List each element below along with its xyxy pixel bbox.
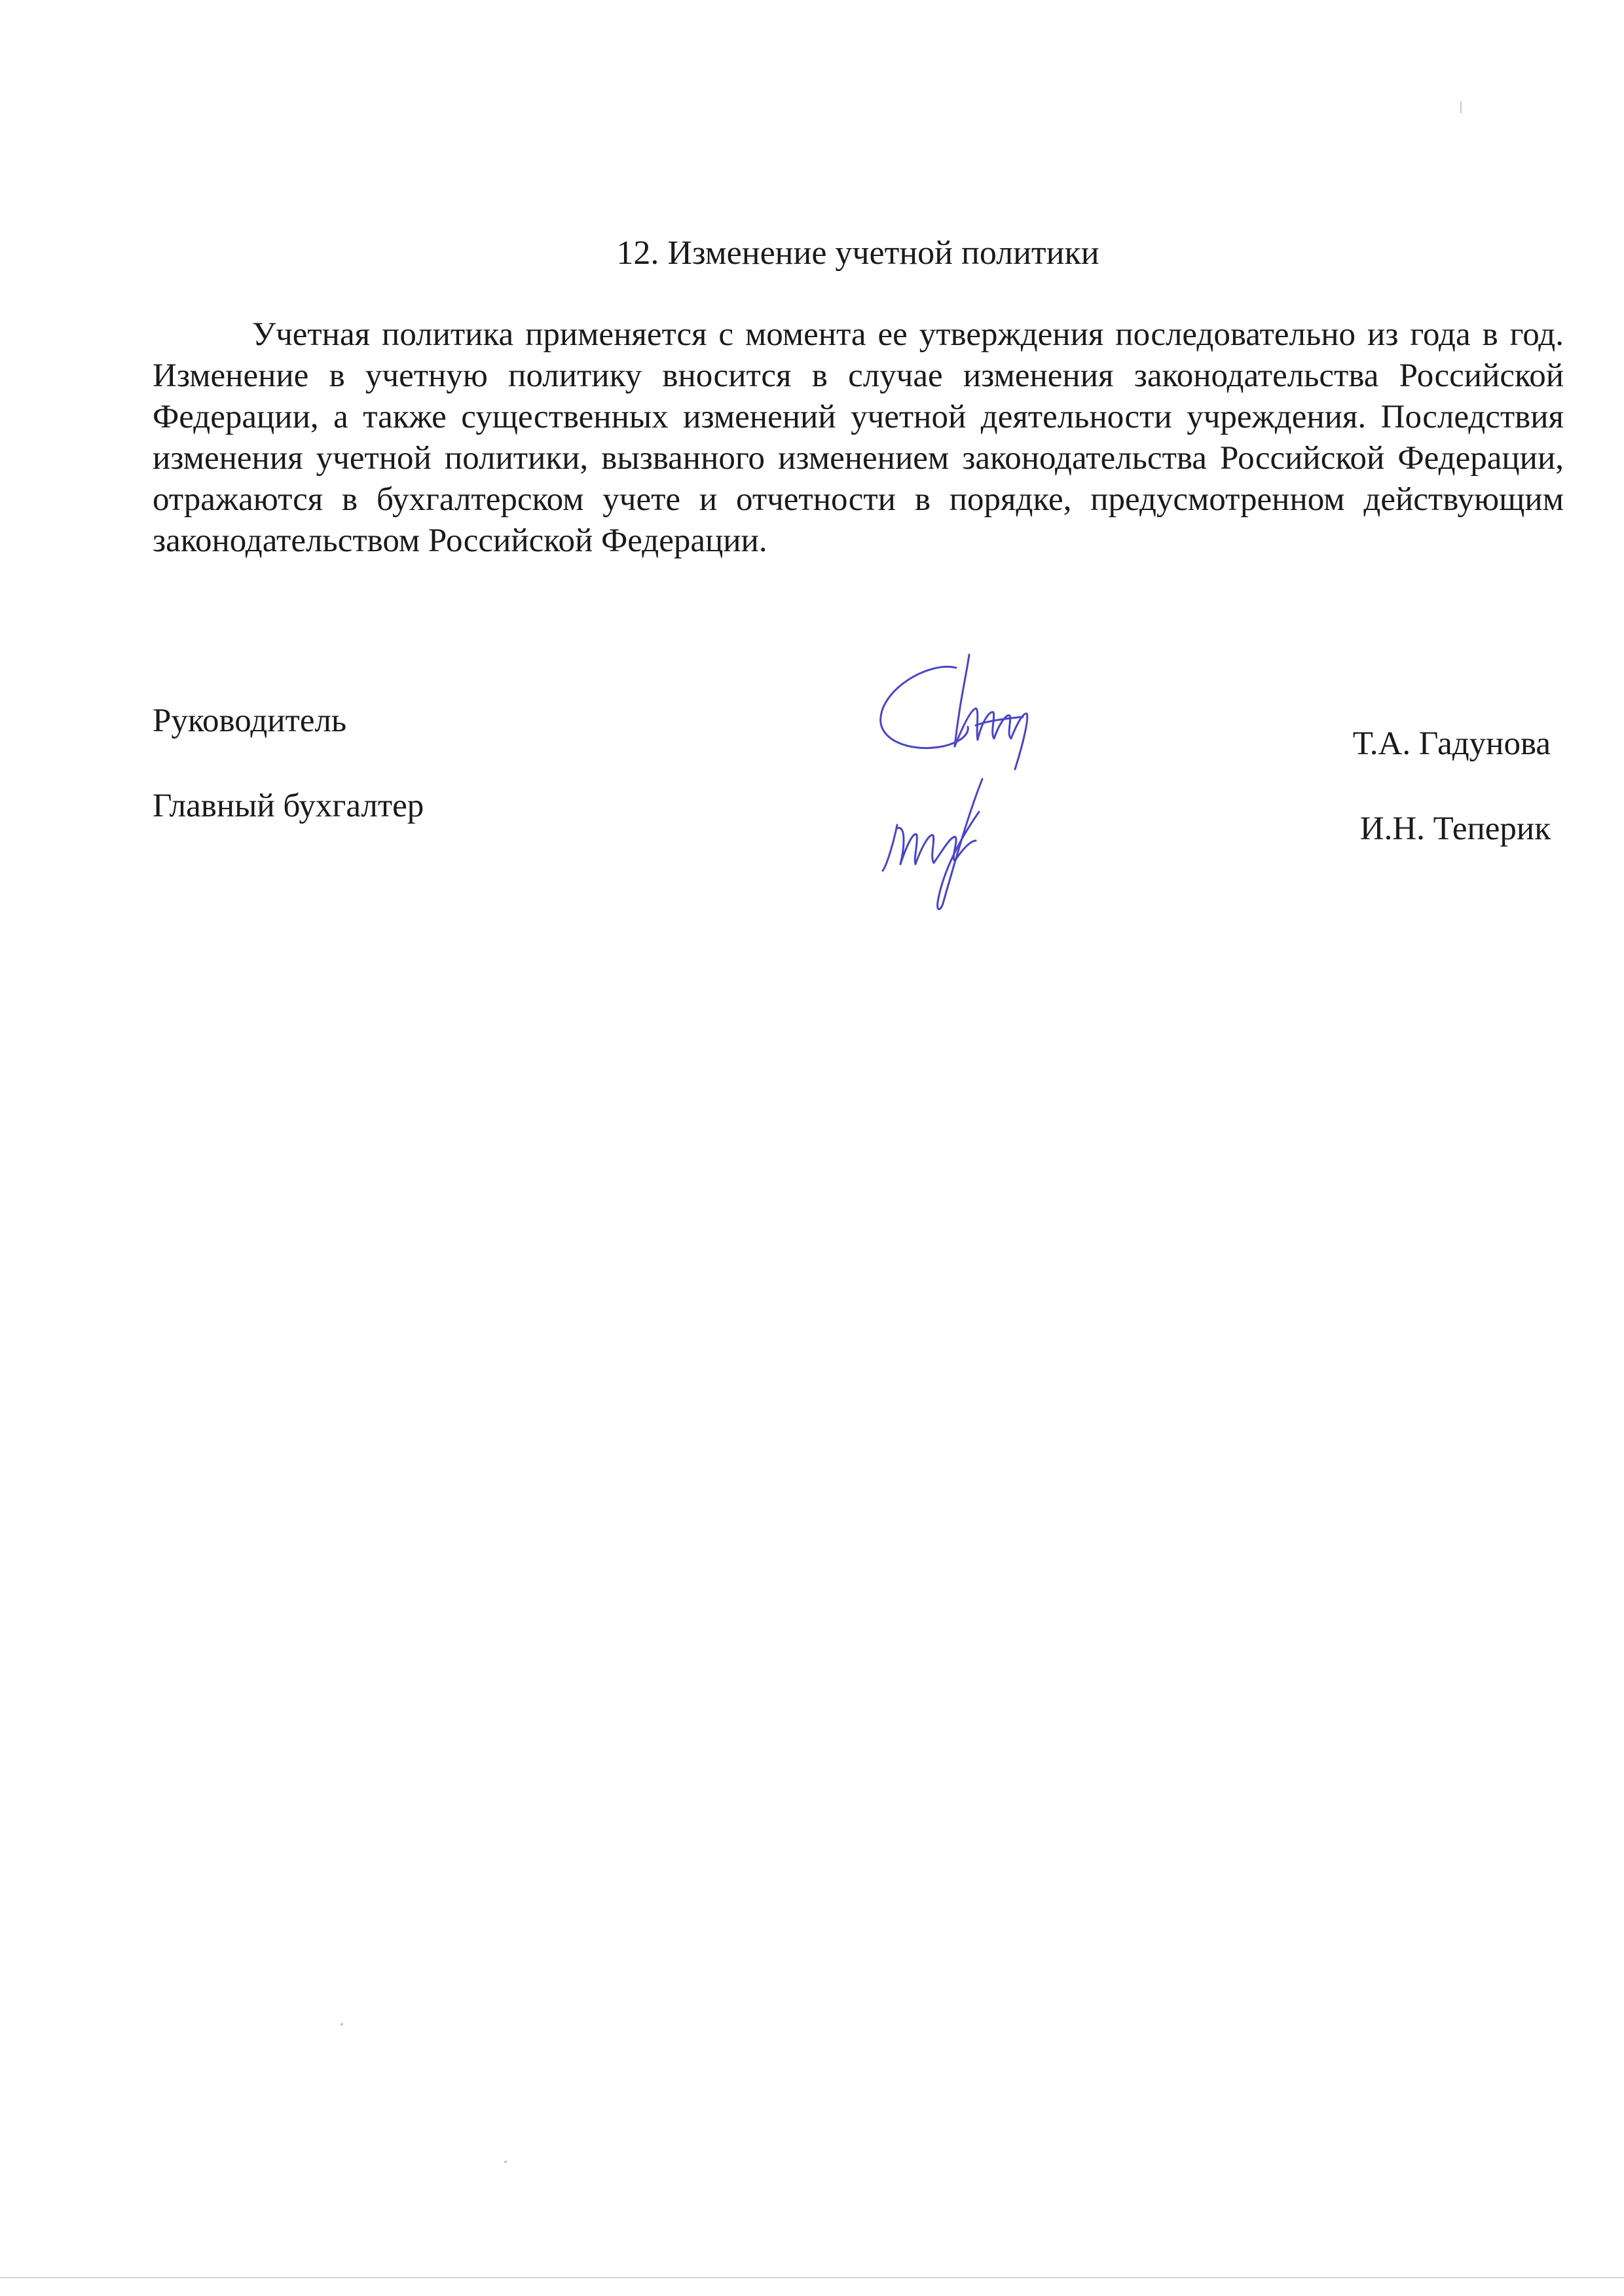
signature-head [871, 648, 1067, 779]
section-title: 12. Изменение учетной политики [616, 234, 1099, 272]
policy-paragraph: Учетная политика применяется с момента ее утверждения последовательно из года в год. Изменение в учетную политику вносится в случае изменения законодательства Российской Федерации, а также существенных изменений учетной деятельности учреждения. Последствия изменения учетной политики, вызванного изменением законодательства Российской Федерации, отражаются в бухгалтерском учете и отчетности в порядке, предусмотренном действующим законодательством Российской Федерации. [153, 316, 1564, 559]
scan-speck [504, 2160, 507, 2163]
scan-edge-line [0, 2277, 1624, 2278]
signatory-name-chief-accountant: И.Н. Теперик [1359, 811, 1551, 847]
scan-speck [1460, 101, 1462, 113]
scan-speck [341, 2023, 343, 2026]
signatory-role-head: Руководитель [153, 702, 347, 739]
signatory-name-head: Т.А. Гадунова [1352, 725, 1551, 762]
signature-chief-accountant [877, 773, 1008, 917]
signatory-role-chief-accountant: Главный бухгалтер [153, 788, 424, 824]
